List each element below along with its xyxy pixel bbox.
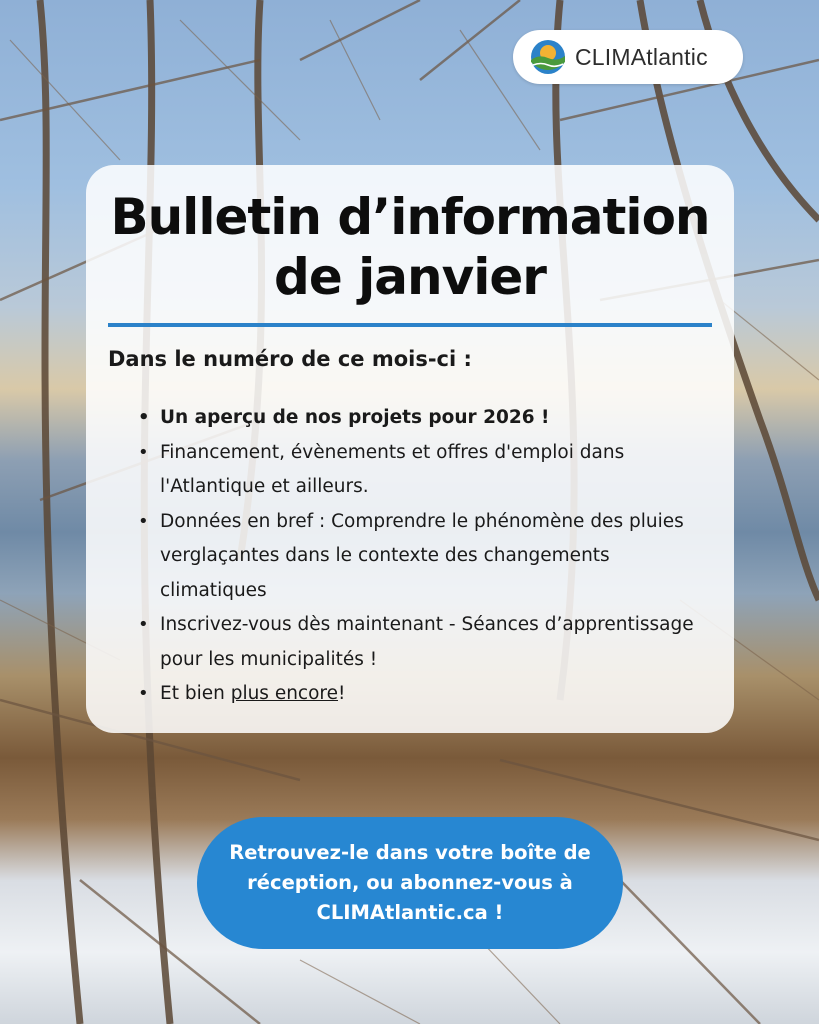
bullet-dot-icon: • xyxy=(138,407,150,428)
title-line-1: Bulletin d’information xyxy=(110,188,710,246)
bullet-dot-icon: • xyxy=(138,441,149,463)
list-item xyxy=(138,608,708,677)
bullet-dot-icon: • xyxy=(138,510,149,532)
title-line-2: de janvier xyxy=(274,248,546,306)
newsletter-title xyxy=(86,187,734,307)
list-item-text-before: Et bien xyxy=(160,683,231,704)
list-item xyxy=(138,677,708,712)
list-item xyxy=(138,436,708,505)
logo-badge xyxy=(513,30,743,84)
newsletter-card xyxy=(86,165,734,733)
bullet-dot-icon: • xyxy=(138,614,149,635)
cta-text: Retrouvez-le dans votre boîte de réception, ou abonnez-vous à CLIMAtlantic.ca ! xyxy=(229,841,591,924)
highlights-list xyxy=(138,401,708,712)
divider-rule xyxy=(108,323,712,327)
list-item xyxy=(138,505,708,609)
bullet-dot-icon: • xyxy=(138,683,149,704)
more-link[interactable]: plus encore xyxy=(230,683,339,704)
list-item-text: Financement, évènements et offres d'emploi dans l'Atlantique et ailleurs. xyxy=(160,441,625,497)
list-item-text-after: ! xyxy=(338,683,346,704)
list-item-text: Données en bref : Comprendre le phénomène des pluies verglaçantes dans le contexte des changements climatiques xyxy=(160,510,684,601)
list-item-text: Un aperçu de nos projets pour 2026 ! xyxy=(160,407,550,428)
logo-text: CLIMAtlantic xyxy=(575,43,708,70)
list-item xyxy=(138,401,708,436)
list-item-text: Inscrivez-vous dès maintenant - Séances d’apprentissage pour les municipalités ! xyxy=(160,614,694,670)
subscribe-cta-button[interactable] xyxy=(197,817,623,949)
climatlantic-logo-icon xyxy=(529,38,567,76)
section-heading: Dans le numéro de ce mois-ci : xyxy=(108,347,472,371)
